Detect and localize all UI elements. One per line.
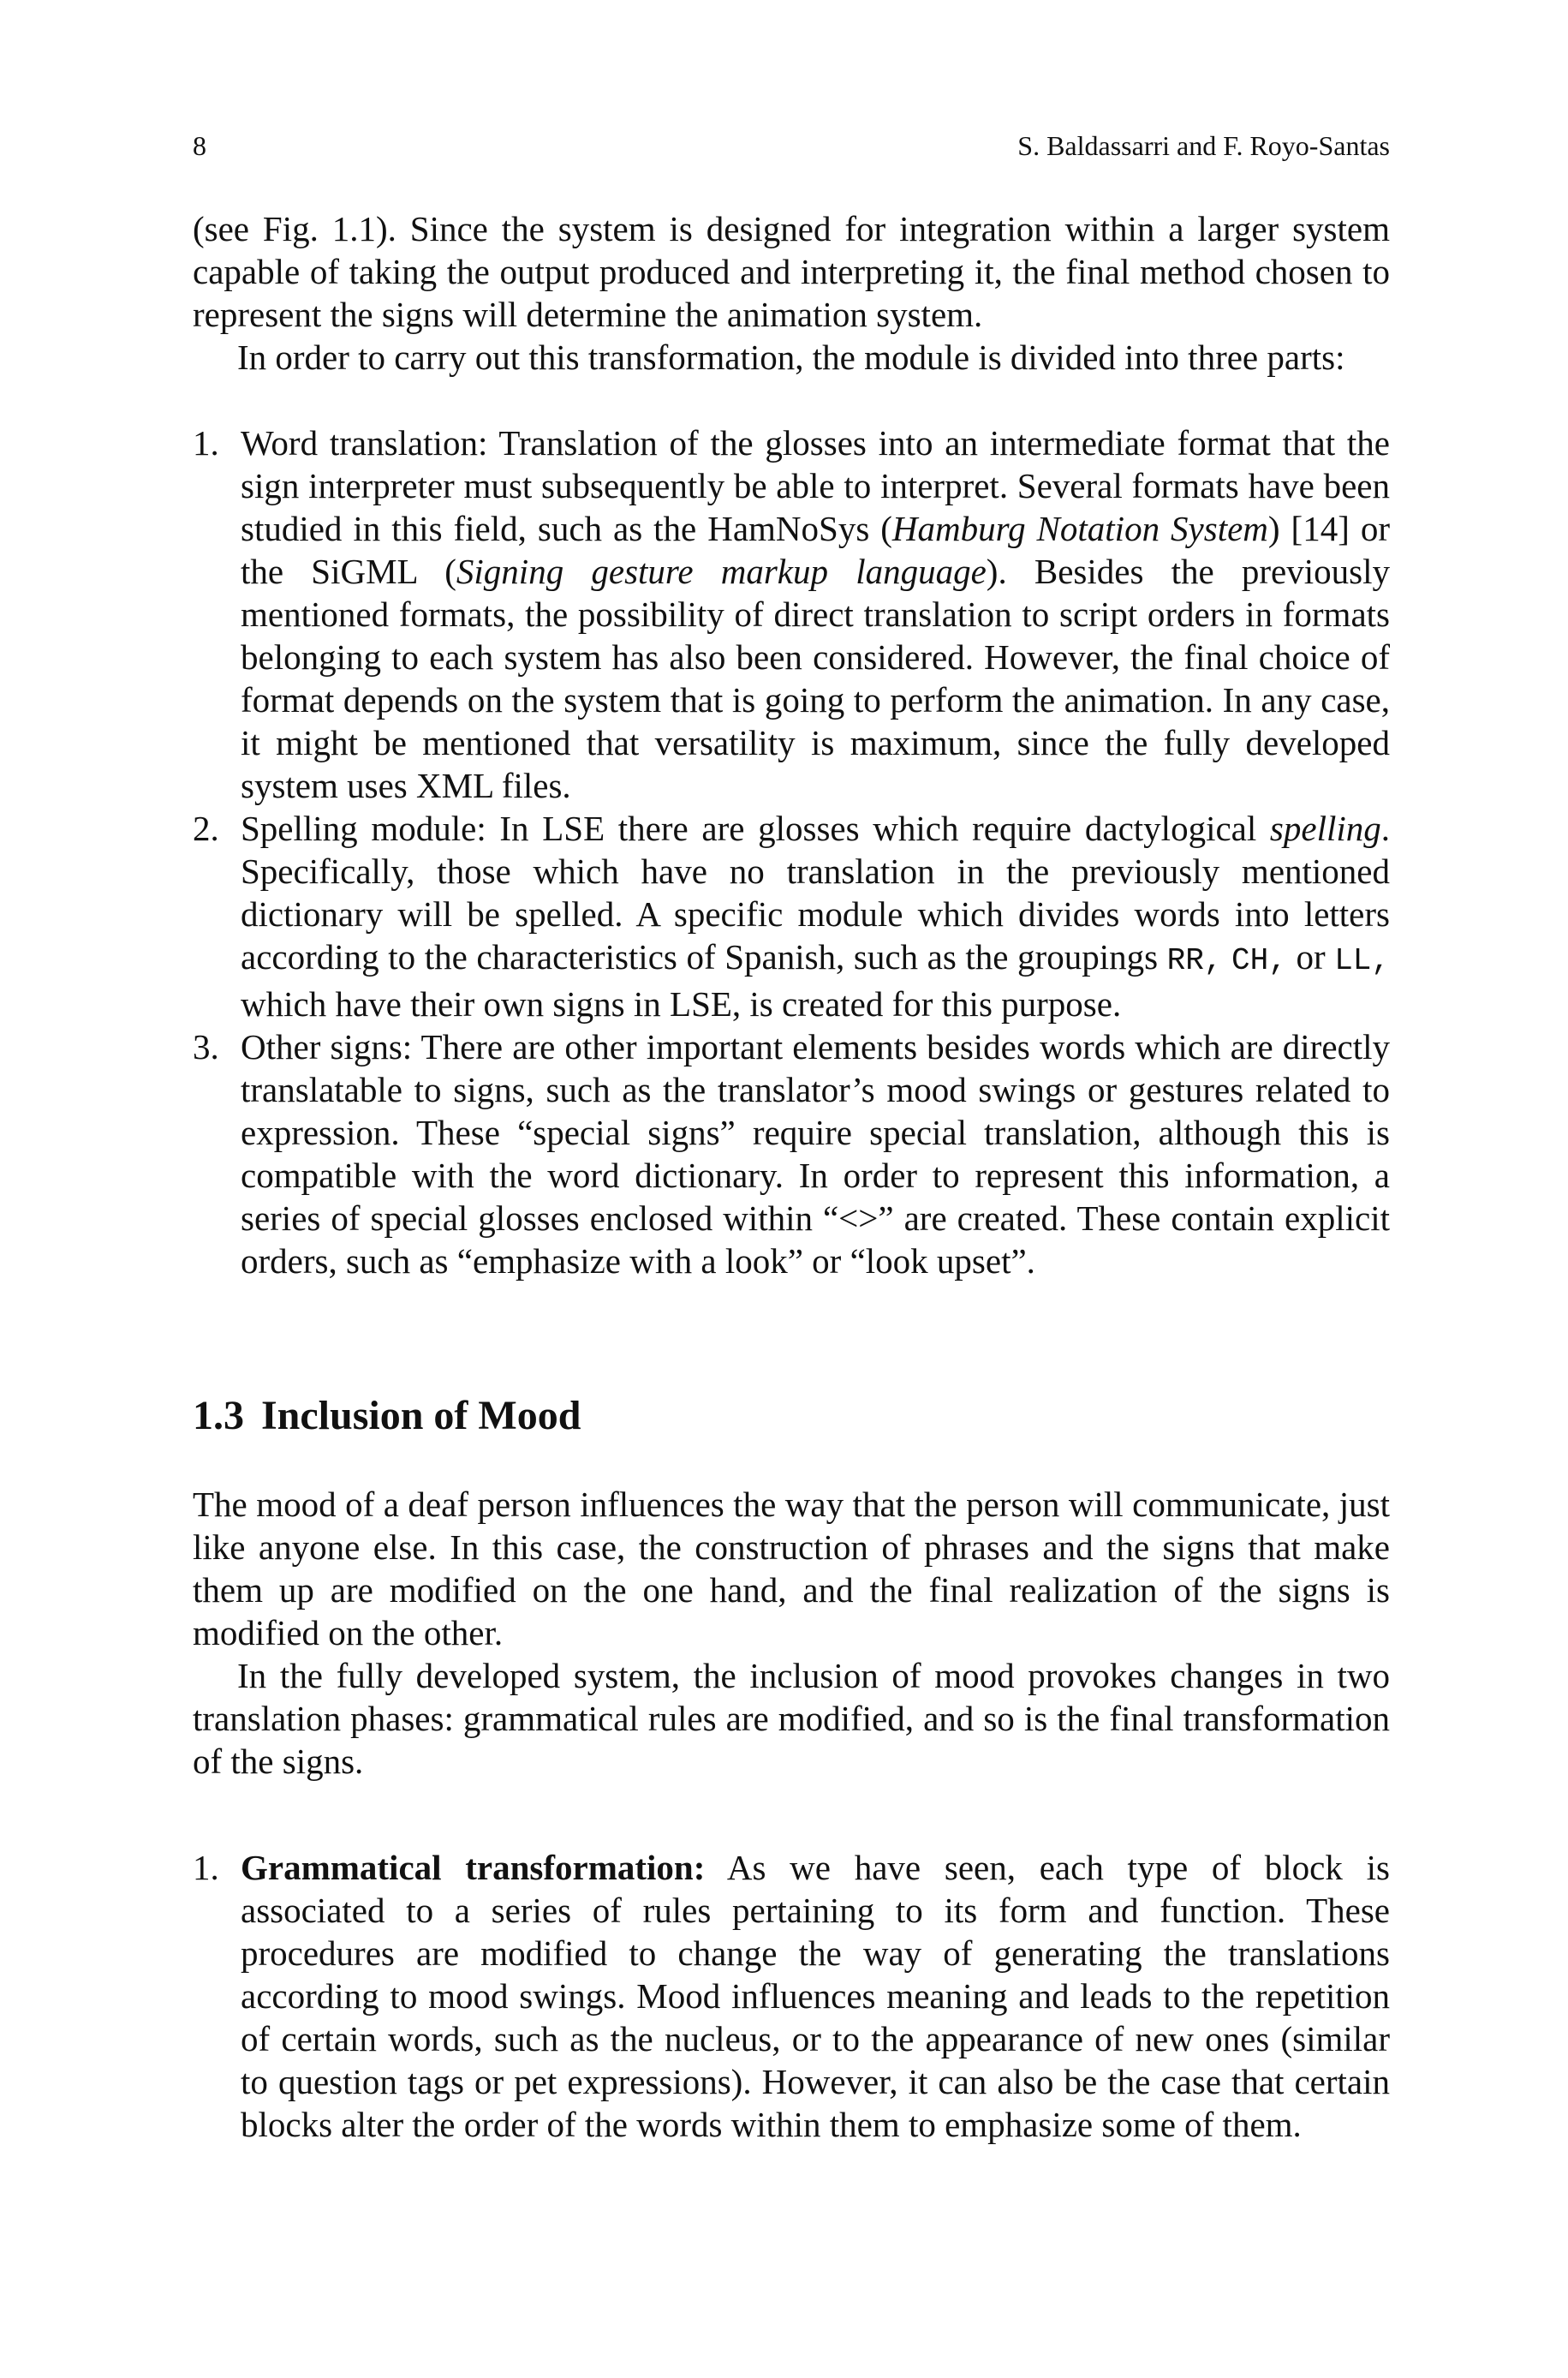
section-heading [193, 1390, 1390, 1442]
mood-changes-list [193, 1846, 1390, 2146]
list-italic-text: Signing gesture markup language [456, 552, 987, 591]
running-head-authors: S. Baldassarri and F. Royo-Santas [1017, 130, 1390, 161]
list-text: ) [14] or the SiGML ( [241, 509, 1390, 591]
list-italic-text: Hamburg Notation System [891, 509, 1268, 548]
list-item-word-translation [193, 421, 1390, 807]
page [193, 128, 1390, 2146]
list-text: Other signs: There are other important elements besides words which are directly translatable to signs, such as the translator’s mood swings or gestures related to expression. These “special signs” require special translation, although this is compatible with the word dictionary. In order to represent this information, a series of special glosses enclosed within “<>” are created. These contain explicit orders, such as “emphasize with a look” or “look upset”. [241, 1027, 1390, 1281]
list-item-number: 1. [193, 423, 219, 463]
list-text: As we have seen, each type of block is associated to a series of rules pertaining to its form and function. These procedures are modified to change the way of generating the translations according to mood swings. Mood influences meaning and leads to the repetition of certain words, such as the nucleus, or to the appearance of new ones (similar to question tags or pet expressions). However, it can also be the case that certain blocks alter the order of the words within them to emphasize some of them. [241, 1848, 1390, 2144]
list-item-number: 1. [193, 1848, 219, 1887]
list-item-number: 3. [193, 1027, 219, 1067]
list-item-other-signs [193, 1025, 1390, 1282]
list-text: which have their own signs in LSE, is created for this purpose. [241, 984, 1122, 1024]
section-number: 1.3 [193, 1393, 244, 1438]
code-text: RR, [1166, 943, 1223, 978]
list-text: Spelling module: In LSE there are glosses which require dactylogical [241, 809, 1270, 848]
module-parts-list [193, 421, 1390, 1282]
list-item-spelling-module [193, 807, 1390, 1025]
code-text: LL, [1334, 943, 1391, 978]
list-text: or [1286, 937, 1335, 977]
code-text: CH, [1231, 943, 1287, 978]
list-item-grammatical-transformation [193, 1846, 1390, 2146]
list-bold-lead: Grammatical transformation: [241, 1848, 706, 1887]
running-head [193, 128, 1390, 163]
intro-paragraph-1: (see Fig. 1.1). Since the system is designed for integration within a larger system capable of taking the output produced and interpreting it, the final method chosen to represent the signs will determine the animation system. [193, 209, 1390, 334]
page-number: 8 [193, 130, 206, 161]
list-text: . Specifically, those which have no translation in the previously mentioned dictionary will be spelled. A specific module which divides words into letters according to the characteristics of Spanish, such as the groupings [241, 809, 1390, 977]
list-italic-text: spelling [1269, 809, 1381, 848]
section-paragraph-2: In the fully developed system, the inclusion of mood provokes changes in two translation phases: grammatical rules are modified, and so is the final transformation of the signs. [193, 1656, 1390, 1781]
section-paragraph-1: The mood of a deaf person influences the way that the person will communicate, just like anyone else. In this case, the construction of phrases and the signs that make them up are modified on the one hand, and the final realization of the signs is modified on the other. [193, 1485, 1390, 1652]
section-title: Inclusion of Mood [261, 1393, 581, 1438]
list-text: ). Besides the previously mentioned formats, the possibility of direct translation to script orders in formats belonging to each system has also been considered. However, the final choice of format depends on the system that is going to perform the animation. In any case, it might be mentioned that versatility is maximum, since the fully developed system uses XML files. [241, 552, 1390, 805]
list-text: Word translation: Translation of the glosses into an intermediate format that the sign interpreter must subsequently be able to interpret. Several formats have been studied in this field, such as the HamNoSys ( [241, 423, 1390, 548]
intro-paragraph-2: In order to carry out this transformation, the module is divided into three parts: [237, 338, 1345, 377]
list-item-number: 2. [193, 809, 219, 848]
